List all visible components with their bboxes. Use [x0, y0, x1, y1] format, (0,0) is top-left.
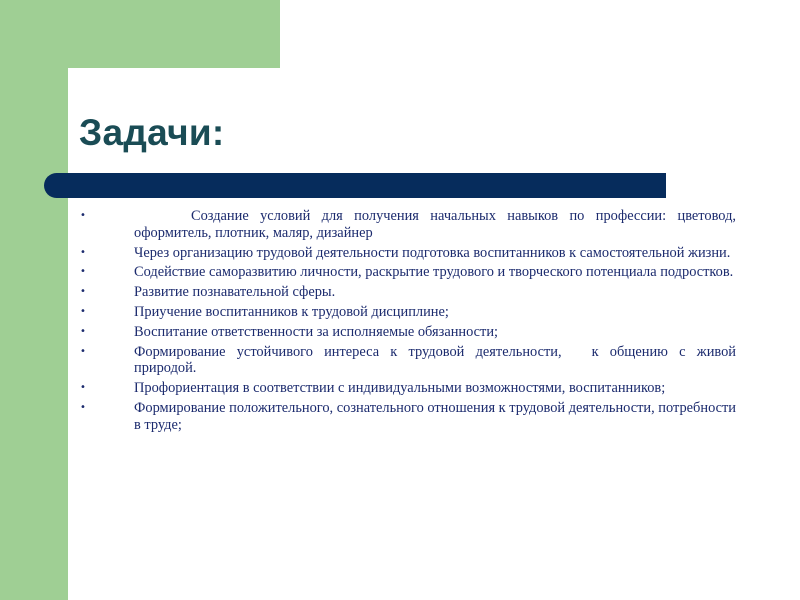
bullet-dot-icon: •: [80, 266, 86, 278]
bullet-dot-icon: •: [80, 401, 86, 413]
bullet-dot-icon: •: [80, 210, 86, 221]
slide-title: Задачи:: [79, 112, 225, 153]
bullet-item: [80, 245, 736, 262]
bullet-dot-icon: •: [80, 305, 86, 317]
green-side-decoration: [0, 0, 68, 600]
bullet-text: Через организацию трудовой деятельности подготовка воспитанников к самостоятельной жизни.: [134, 244, 731, 261]
bullet-dot-icon: •: [80, 286, 86, 298]
bullet-item: [80, 304, 736, 321]
bullet-dot-icon: •: [80, 382, 86, 394]
bullet-item: [80, 380, 736, 397]
bullet-text: Приучение воспитанников к трудовой дисциплине;: [134, 303, 449, 320]
bullet-item: [80, 264, 736, 281]
bullet-item: [80, 284, 736, 301]
bullet-text: Формирование устойчивого интереса к трудовой деятельности,: [134, 343, 562, 360]
bullet-text: Развитие познавательной сферы.: [134, 284, 336, 301]
bullet-dot-icon: •: [80, 246, 86, 258]
bullet-text-continuation: к общению с живой природой.: [134, 343, 736, 377]
bullet-item: [80, 344, 736, 378]
bullet-item: [80, 208, 736, 242]
bullet-text: Воспитание ответственности за исполняемые обязанности;: [134, 323, 499, 340]
bullet-text: Профориентация в соответствии с индивидуальными возможностями, воспитанников;: [134, 380, 666, 397]
bullet-dot-icon: •: [80, 345, 86, 357]
title-underline-bar: [44, 173, 666, 198]
bullet-item: [80, 324, 736, 341]
bullet-dot-icon: •: [80, 325, 86, 337]
bullet-item: [80, 400, 736, 434]
bullet-text: Содействие саморазвитию личности, раскрытие трудового и творческого потенциала подростков.: [134, 264, 734, 281]
bullet-text: Создание условий для получения начальных навыков по профессии: цветовод, оформитель, плотник, маляр, дизайнер: [134, 208, 736, 241]
bullet-text: Формирование положительного, сознательного отношения к трудовой деятельности, потребности в труде;: [134, 399, 736, 433]
bullet-list: [80, 208, 736, 437]
green-top-decoration: [0, 0, 280, 68]
